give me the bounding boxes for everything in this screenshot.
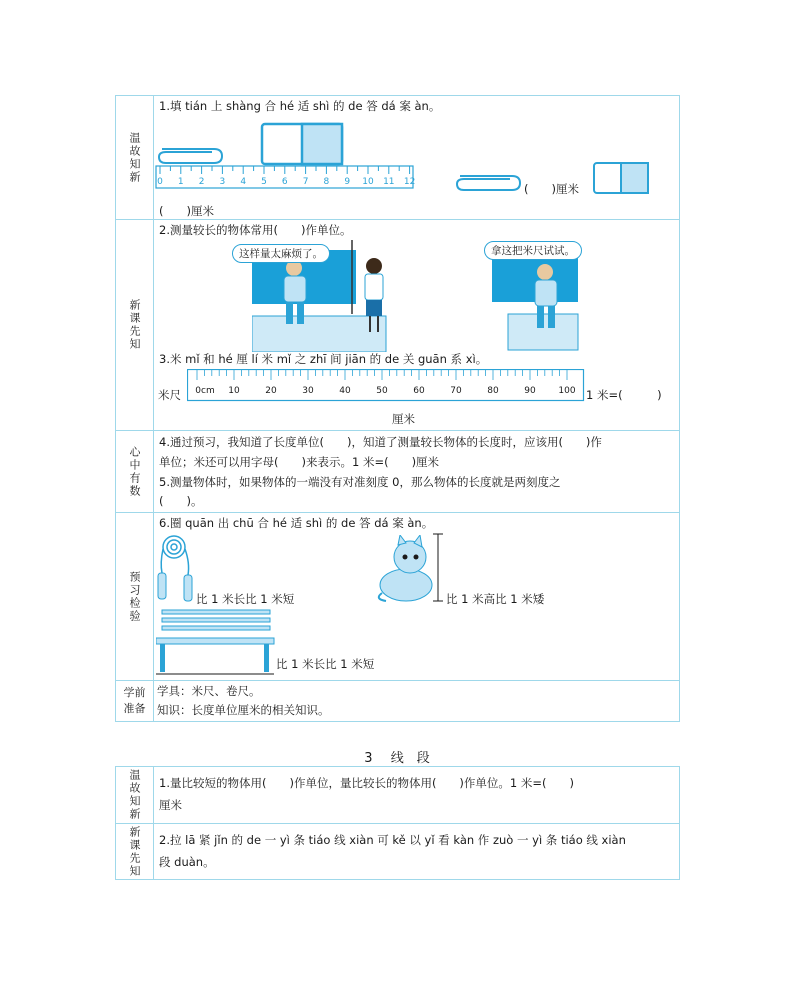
meter-stick: [187, 369, 587, 403]
eraser-icon: [262, 124, 342, 164]
section-title: 线 段: [390, 751, 430, 766]
row-label-review-2: 温故知新: [128, 769, 141, 821]
meter-tick-label: 90: [524, 386, 536, 396]
question-1: 1.填 tián 上 shàng 合 hé 适 shì 的 de 答 dá 案 àn。: [159, 99, 441, 113]
ruler-tick-label: 4: [240, 177, 247, 187]
ruler-tick-label: 3: [219, 177, 226, 187]
answer-blank-left[interactable]: ( )厘米: [159, 204, 214, 218]
section-number: 3: [364, 751, 373, 766]
speech-bubble-left: 这样量太麻烦了。: [232, 244, 330, 263]
ruler-tick-label: 9: [344, 177, 351, 187]
question-3: 3.米 mǐ 和 hé 厘 lí 米 mǐ 之 zhī 间 jiān 的 de 关 guān 系 xì。: [159, 352, 488, 366]
question-4-line2: 单位；米还可以用字母( )来表示。1 米=( )厘米: [159, 455, 440, 469]
answer-blank-right[interactable]: ( )厘米: [524, 182, 579, 196]
meter-tick-label: 50: [376, 386, 388, 396]
rope-options[interactable]: 比 1 米长比 1 米短: [196, 592, 295, 606]
ruler-tick-label: 10: [362, 177, 374, 187]
paperclip-icon: [457, 176, 520, 190]
meter-tick-label: 60: [413, 386, 425, 396]
new-lesson-row-2: [116, 824, 679, 880]
meter-unit: 厘米: [392, 412, 415, 426]
row-label-summary: 心中有数: [128, 445, 141, 498]
meter-equation[interactable]: 1 米=( ): [586, 388, 662, 402]
meter-tick-label: 40: [339, 386, 351, 396]
bench-icon: [156, 608, 278, 676]
lesson3-q2-line1: 2.拉 lā 紧 jǐn 的 de 一 yì 条 tiáo 线 xiàn 可 kě 以 yǐ 看 kàn 作 zuò 一 yì 条 tiáo 线 xiàn: [159, 833, 626, 847]
ruler-tick-label: 12: [403, 177, 416, 187]
lesson3-table: [115, 766, 680, 880]
bench-options[interactable]: 比 1 米长比 1 米短: [276, 657, 375, 671]
meter-tick-label: 30: [302, 386, 314, 396]
question-5-line1: 5.测量物体时，如果物体的一端没有对准刻度 0，那么物体的长度就是两刻度之: [159, 475, 561, 489]
meter-tick-label: 70: [450, 386, 462, 396]
question-4-line1: 4.通过预习，我知道了长度单位( )，知道了测量较长物体的长度时，应该用( )作: [159, 435, 602, 449]
section-heading: [0, 747, 794, 766]
ruler-tick-label: 8: [323, 177, 330, 187]
eraser-icon: [594, 163, 648, 193]
lesson3-q2-line2: 段 duàn。: [159, 855, 215, 869]
prep-tools: 学具：米尺、卷尺。: [157, 684, 261, 698]
check-row: [116, 513, 679, 681]
meter-stick-label: 米尺: [158, 388, 181, 402]
measuring-scene-right: [492, 252, 622, 352]
meter-tick-label: 0cm: [195, 386, 215, 396]
question-2: 2.测量较长的物体常用( )作单位。: [159, 223, 352, 237]
ruler-tick-label: 5: [261, 177, 267, 187]
ruler-figure: [154, 116, 419, 191]
row-label-check: 预习检验: [128, 570, 141, 623]
speech-bubble-right: 拿这把米尺试试。: [484, 241, 582, 260]
meter-tick-label: 100: [558, 386, 576, 396]
ruler-tick-label: 11: [383, 177, 395, 187]
pre-study-table: [115, 95, 680, 722]
review-row: [116, 96, 679, 220]
prep-knowledge: 知识：长度单位厘米的相关知识。: [157, 703, 330, 717]
prep-row: [116, 681, 679, 721]
row-label-new-lesson: 新课先知: [128, 299, 141, 351]
meter-tick-label: 20: [265, 386, 277, 396]
row-label-prep-1: 学前: [123, 685, 146, 699]
ruler-tick-label: 2: [198, 177, 205, 187]
question-5-line2: ( )。: [159, 494, 203, 508]
ruler-tick-label: 1: [177, 177, 184, 187]
meter-tick-label: 80: [487, 386, 499, 396]
row-label-review: 温故知新: [128, 131, 141, 184]
cat-options[interactable]: 比 1 米高比 1 米矮: [446, 592, 545, 606]
row-label-new-lesson-2: 新课先知: [128, 826, 141, 878]
ruler-tick-label: 0: [157, 177, 163, 187]
new-lesson-row: [116, 220, 679, 431]
paperclip-icon: [159, 149, 222, 163]
ruler-tick-label: 6: [281, 177, 288, 187]
ruler-tick-label: 7: [302, 177, 309, 187]
review-row-2: [116, 767, 679, 824]
lesson3-q1-line1: 1.量比较短的物体用( )作单位，量比较长的物体用( )作单位。1 米=( ): [159, 776, 574, 790]
cat-height-arrow: [432, 533, 444, 603]
summary-row: [116, 431, 679, 513]
row-label-prep-2: 准备: [123, 702, 146, 715]
meter-tick-label: 10: [228, 386, 240, 396]
lesson3-q1-line2: 厘米: [159, 798, 182, 812]
question-6: 6.圈 quān 出 chū 合 hé 适 shì 的 de 答 dá 案 àn。: [159, 516, 434, 530]
